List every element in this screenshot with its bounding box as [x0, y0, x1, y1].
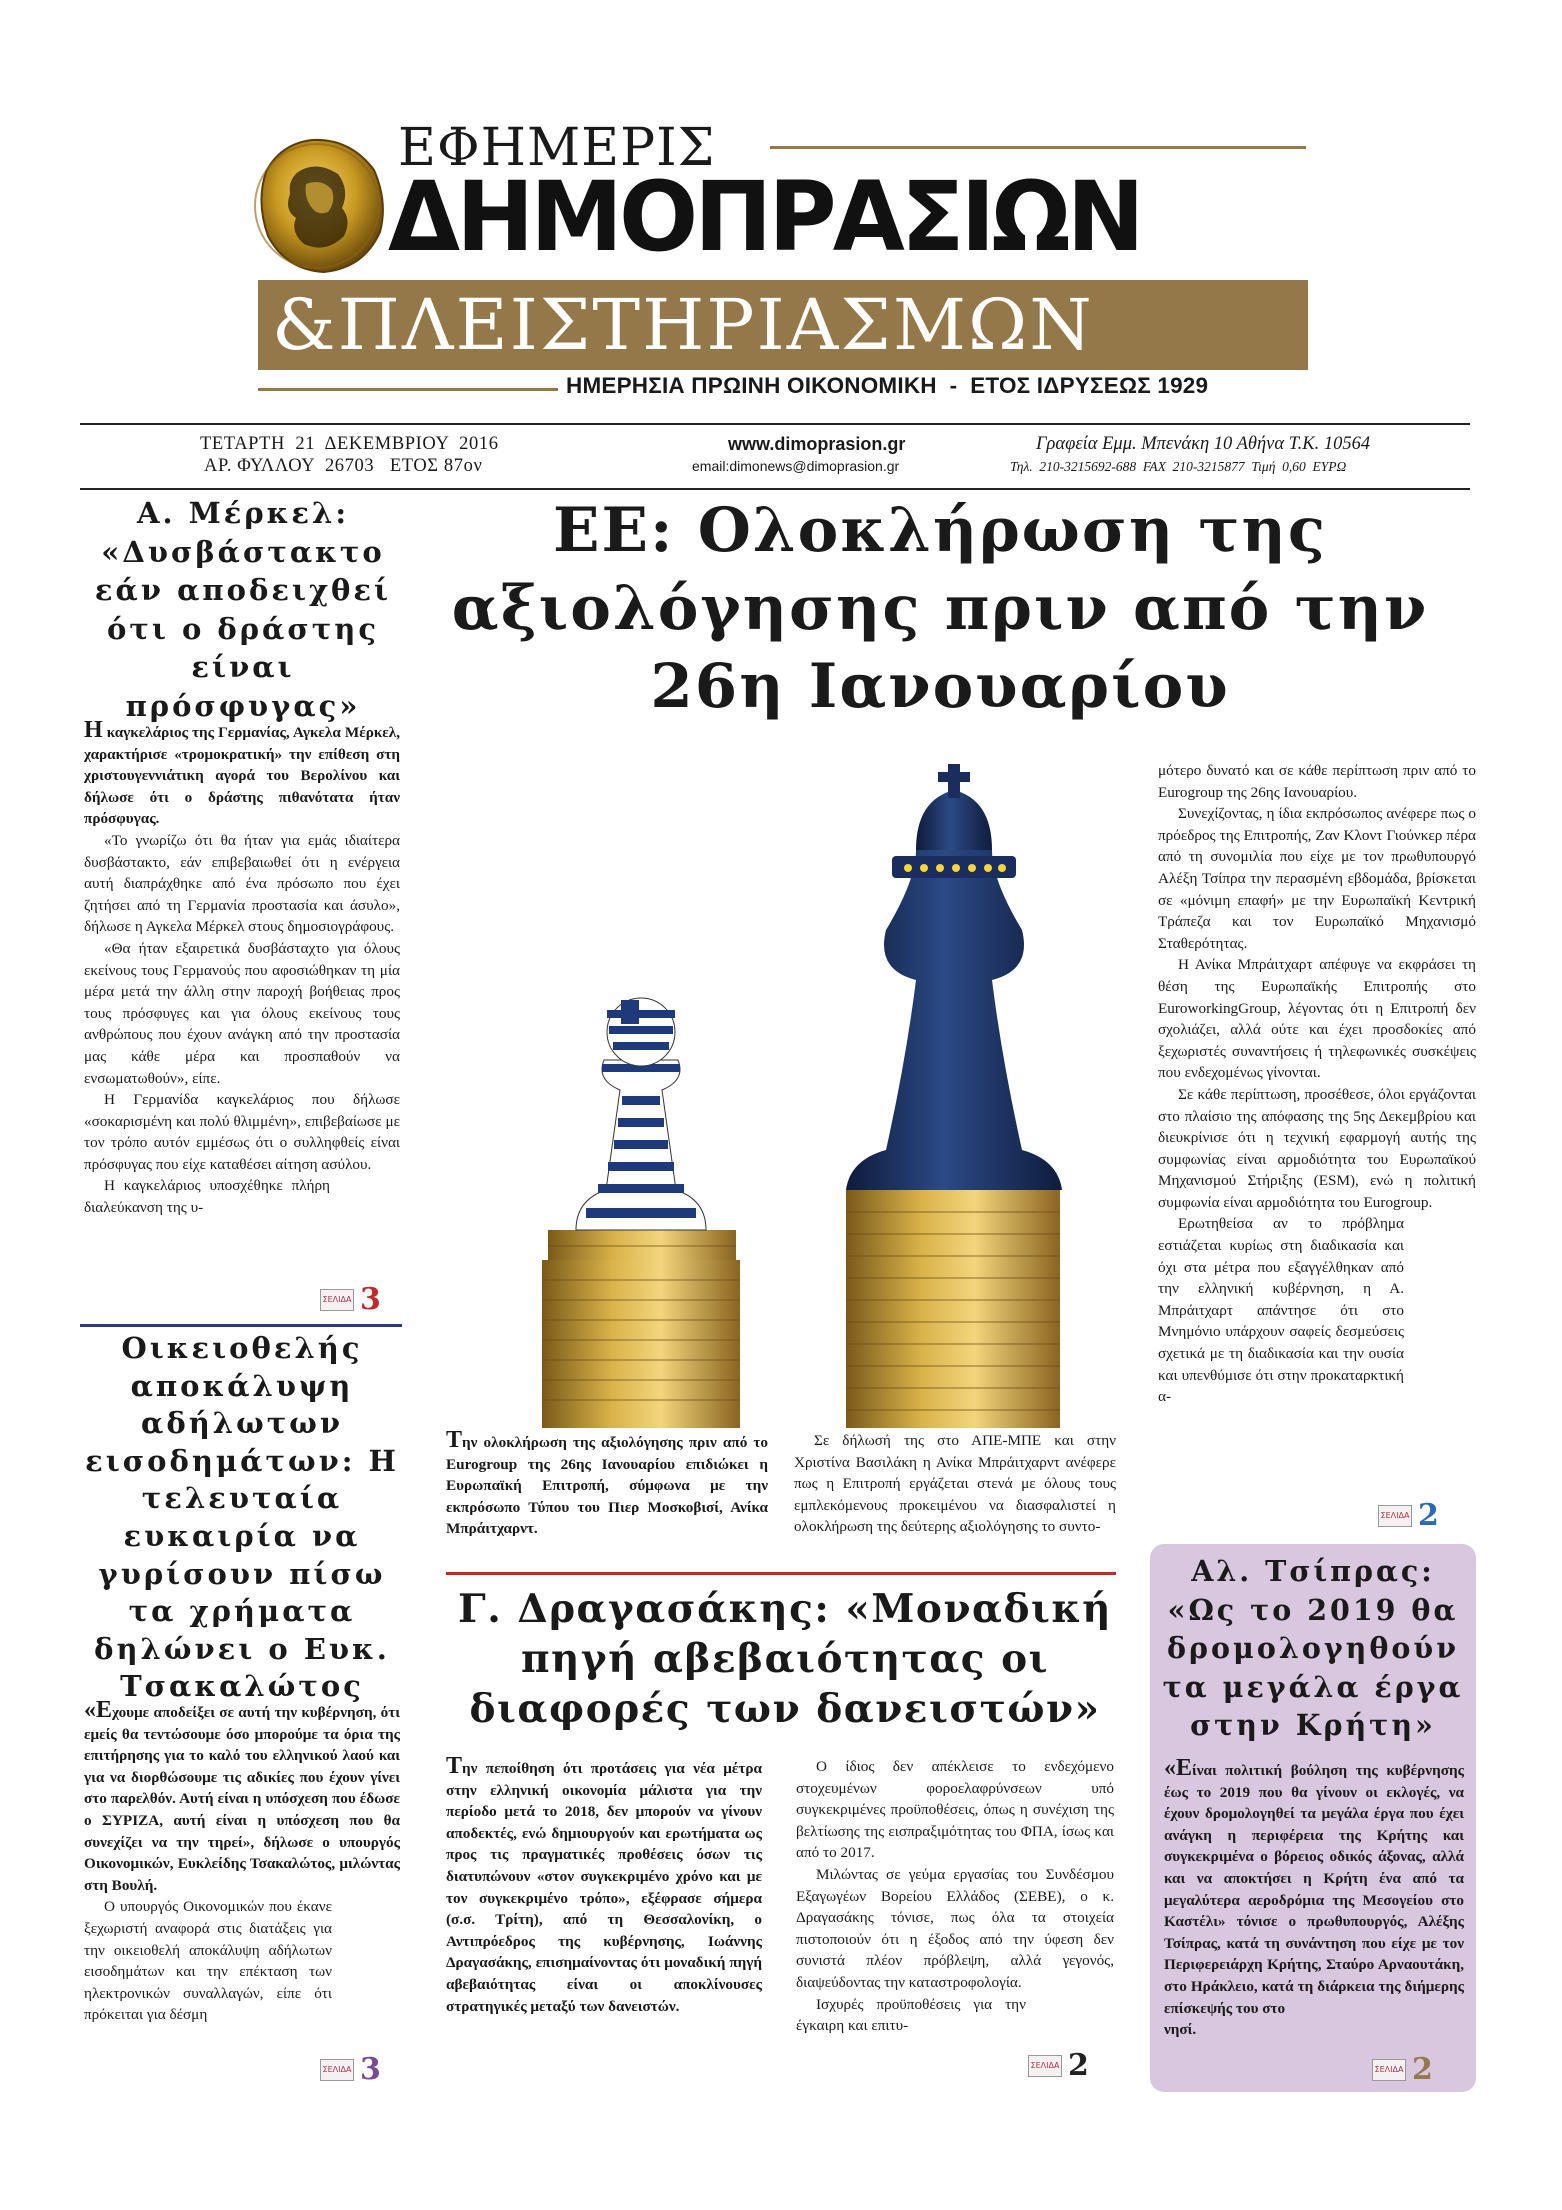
dragasakis-paragraph: Ισχυρές προϋποθέσεις για την έγκαιρη και επιτυ-	[796, 1995, 1026, 2035]
main-dropcap: Τ	[446, 1430, 463, 1453]
masthead-tagline: ΗΜΕΡΗΣΙΑ ΠΡΩΙΝΗ ΟΙΚΟΝΟΜΙΚΗ - ΕΤΟΣ ΙΔΡΥΣΕΩΣ 1929	[566, 373, 1209, 398]
continued-page-number: 2	[1068, 2048, 1089, 2083]
main-paragraph: Συνεχίζοντας, η ίδια εκπρόσωπος ανέφερε πως ο πρόεδρος της Επιτροπής, Ζαν Κλοντ Γιούνκερ πέρα από τη συνομιλία που είχε με τον πρωθυπουργό Αλέξη Τσίπρα την περασμένη εβδομάδα, βρίσκεται σε «μόνιμη επαφή» με την Ευρωπαϊκή Κεντρική Τράπεζα και τον Ευρωπαϊκό Μηχανισμό Σταθερότητας.	[1158, 805, 1476, 952]
main-caption-text: ην ολοκλήρωση της αξιολόγησης πριν από το Eurogroup της 26ης Ιανουαρίου επιδιώκει η Ευρωπαϊκή Επιτροπή, σύμφωνα με την εκπρόσωπο Τύπου του Πιερ Μοσκοβισί, Ανίκα Μπράιτχαρντ.	[446, 1434, 768, 1538]
tsakalotos-dropcap: «Ε	[84, 1700, 113, 1723]
dragasakis-continued[interactable]	[1028, 2048, 1089, 2083]
main-headline: ΕΕ: Ολοκλήρωση της αξιολόγησης πριν από την 26η Ιανουαρίου	[451, 495, 1429, 722]
tsipras-headline: Αλ. Τσίπρας: «Ως το 2019 θα δρομολογηθούν τα μεγάλα έργα στην Κρήτη»	[1162, 1554, 1464, 1742]
merkel-lead: καγκελάριος της Γερμανίας, Αγκελα Μέρκελ, χαρακτήρισε «τρομοκρατική» την επίθεση στη χριστουγεννιάτικη αγορά του Βερολίνου και δήλωσε ότι ο δράστης πιθανότατα ήταν πρόσφυγας.	[84, 724, 400, 828]
tsakalotos-headline: Οικειοθελής αποκάλυψη αδήλωτων εισοδημάτων: Η τελευταία ευκαιρία να γυρίσουν πίσω τα χρήματα δηλώνει ο Ευκ. Τσακαλώτος	[85, 1331, 399, 1704]
continued-page-number: 3	[360, 2052, 381, 2087]
info-rule-bottom	[80, 488, 1470, 490]
masthead	[0, 0, 1562, 420]
merkel-paragraph: Η καγκελάριος υποσχέθηκε πλήρη διαλεύκανση της υ-	[84, 1177, 330, 1217]
tsipras-dropcap: «Ε	[1164, 1758, 1193, 1781]
tsakalotos-body	[84, 1700, 400, 2080]
merkel-rule	[80, 1324, 402, 1327]
masthead-line-top	[770, 146, 1306, 149]
tsakalotos-lead: χουμε αποδείξει σε αυτή την κυβέρνηση, ότι εμείς θα τεντώσουμε όσο μπορούμε τα όρια της επιτήρησης για το καλό του ελληνικού λαού και για να διορθώσουμε τις αδικίες που έχουν γίνει στο παρελθόν. Αυτή είναι η υπόσχεση που έδωσε ο ΣΥΡΙΖΑ, αυτή είναι η υπόσχεση που θα συνεχίζει να την τηρεί», δήλωσε ο υπουργός Οικονομικών, Ευκλείδης Τσακαλώτος, μιλώντας στη Βουλή.	[84, 1704, 400, 1894]
info-email[interactable]: email:dimonews@dimoprasion.gr	[692, 458, 900, 474]
main-paragraph: Ερωτηθείσα αν το πρόβλημα εστιάζεται κυρίως στη διαδικασία και όχι στα μέτρα που εξαγγέλθηκαν από την ελληνική κυβέρνηση, η Α. Μπράιτχαρτ απάντησε ότι στο Μνημόνιο υπάρχουν σαφείς δεσμεύσεις σχετικά με τη διαδικασία και την ουσία και υπενθύμισε ότι στην προκαταρκτική α-	[1158, 1215, 1404, 1406]
merkel-dropcap: Η	[84, 720, 103, 743]
continued-page-number: 3	[360, 1282, 381, 1317]
continued-page-number: 2	[1412, 2052, 1433, 2087]
merkel-paragraph: «Το γνωρίζω ότι θα ήταν για εμάς ιδιαίτερα δυσβάστακτο, εάν επιβεβαιωθεί ότι η ενέργεια αυτή διαπράχθηκε από ένα πρόσωπο που έχει ζητήσει από τη Γερμανία προστασία και άσυλο», δήλωσε η Αγκελα Μέρκελ στους δημοσιογράφους.	[84, 831, 400, 936]
tsipras-last-line: νησί.	[1164, 2021, 1197, 2039]
main-caption	[446, 1430, 768, 1560]
page-badge-icon: ΣΕΛΙΔΑ	[1378, 1505, 1412, 1527]
main-rule	[446, 1572, 1116, 1575]
tsipras-lead: ίναι πολιτική βούληση της κυβέρνησης έως το 2019 που θα γίνουν οι εκλογές, να έχουν δρομολογηθεί τα μεγάλα έργα που έχει ανάγκη η περιφέρεια της Κρήτης και συγκεκριμένα ο βόρειος οδικός άξονας, αλλά και να αποκτήσει η Κρήτη ένα από τα μεγαλύτερα αεροδρόμια της Μεσογείου στο Καστέλι» τόνισε ο πρωθυπουργός, Αλέξης Τσίπρας, κατά τη συνάντηση που είχε με τον Περιφερειάρχη Κρήτης, Σταύρο Αρναουτάκη, στο Ηράκλειο, κατά τη διάρκεια της διήμερης επίσκεψής του στο	[1164, 1762, 1464, 2017]
continued-page-number: 2	[1418, 1498, 1439, 1533]
tsakalotos-continued[interactable]	[320, 2052, 381, 2087]
dragasakis-paragraph: Ο ίδιος δεν απέκλεισε το ενδεχόμενο στοχευμένων φοροελαφρύνσεων υπό συγκεκριμένες προϋποθέσεις, όπως η συνέχιση της βελτίωσης της εισπραξιμότητας του ΦΠΑ, ίσως και από το 2017.	[796, 1758, 1114, 1862]
coin-logo	[246, 132, 388, 276]
info-phones: Τηλ. 210-3215692-688 FAX 210-3215877 Τιμή 0,60 ΕΥΡΩ	[1010, 459, 1347, 474]
main-column-2	[794, 1430, 1116, 1556]
merkel-paragraph: «Θα ήταν εξαιρετικά δυσβάσταχτο για όλους εκείνους τους Γερμανούς που αφοσιώθηκαν τη μία μέρα μετά την άλλη στην παροχή βοήθειας προς τους πρόσφυγες και για όλους εκείνους τους ανθρώπους που έχουν ανάγκη από την προστασία μας κάθε μέρα και προσπαθούν να ενσωματωθούν», είπε.	[84, 939, 400, 1087]
merkel-headline: Α. Μέρκελ: «Δυσβάστακτο εάν αποδειχθεί ότι ο δράστης είναι πρόσφυγας»	[94, 496, 392, 723]
greek-pawn	[576, 998, 706, 1230]
tsipras-continued[interactable]	[1372, 2052, 1433, 2087]
dragasakis-lead: ην πεποίθηση ότι προτάσεις για νέα μέτρα στην ελληνική οικονομία μάλιστα για την περίοδο μετά το 2018, δεν μπορούν να γίνουν αποδεκτές, ενώ δημιουργούν και ερωτήματα ως προς τις πραγματικές προθέσεις όσων τις διατυπώνουν «στον συγκεκριμένο χρόνο και με τον συγκεκριμένο τρόπο», εξέφρασε σήμερα (σ.σ. Τρίτη), από τη Θεσσαλονίκη, ο Αντιπρόεδρος της κυβέρνησης, Ιωάννης Δραγασάκης, επισημαίνοντας ότι μοναδική πηγή αβεβαιότητας είναι οι αποκλίνουσες στρατηγικές μεταξύ των δανειστών.	[446, 1760, 762, 2015]
info-website[interactable]: www.dimoprasion.gr	[728, 434, 906, 454]
eu-king	[846, 764, 1062, 1190]
masthead-dimoprasion: ΔΗΜΟΠΡΑΣΙΩΝ	[388, 161, 1141, 273]
info-rule-top	[80, 423, 1470, 425]
masthead-pleistiriasmon: &ΠΛΕΙΣΤΗΡΙΑΣΜΩΝ	[272, 284, 1094, 366]
masthead-line-bottom	[258, 388, 558, 391]
dragasakis-dropcap: Τ	[446, 1756, 463, 1779]
main-paragraph: Η Ανίκα Μπράιτχαρτ απέφυγε να εκφράσει τη θέση της Ευρωπαϊκής Επιτροπής στο EuroworkingGroup, λέγοντας ότι η Επιτροπή δεν σχολιάζει, αλλά ούτε και έχει προσδοκίες από ξεχωριστές συναντήσεις ή τηλεφωνικές συσκέψεις που ενδεχομένως γίνονται.	[1158, 956, 1476, 1082]
dragasakis-headline: Γ. Δραγασάκης: «Μοναδική πηγή αβεβαιότητας οι διαφορές των δανειστών»	[458, 1586, 1112, 1732]
page-badge-icon: ΣΕΛΙΔΑ	[320, 1289, 354, 1311]
info-date: ΤΕΤΑΡΤΗ 21 ΔΕΚΕΜΒΡΙΟΥ 2016	[200, 434, 499, 454]
main-paragraph: Σε δήλωσή της στο ΑΠΕ-ΜΠΕ και στην Χριστίνα Βασιλάκη η Ανίκα Μπράιτχαρντ ανέφερε πως η Επιτροπή εργάζεται στενά με όλους τους εμπλεκόμενους προκειμένου να διασφαλιστεί η ολοκλήρωση της δεύτερης αξιολόγησης το συντο-	[794, 1432, 1116, 1536]
left-coin-stack	[542, 1230, 740, 1428]
tsipras-body	[1164, 1758, 1464, 2088]
merkel-paragraph: Η Γερμανίδα καγκελάριος που δήλωσε «σοκαρισμένη και πολύ θλιμμένη», επιβεβαίωσε με τον τρόπο αυτόν εμμέσως ότι ο συλληφθείς είναι πρόσφυγας που είχε καταθέσει αίτηση ασύλου.	[84, 1091, 400, 1173]
main-column-3	[1158, 760, 1476, 1526]
main-paragraph: μότερο δυνατό και σε κάθε περίπτωση πριν από το Eurogroup της 26ης Ιανουαρίου.	[1158, 762, 1476, 801]
right-coin-stack	[846, 1190, 1060, 1428]
page-badge-icon: ΣΕΛΙΔΑ	[320, 2059, 354, 2081]
merkel-continued[interactable]	[320, 1282, 381, 1317]
masthead-efimeris: ΕΦΗΜΕΡΙΣ	[398, 118, 716, 178]
main-paragraph: Σε κάθε περίπτωση, προσέθεσε, όλοι εργάζονται στο πλαίσιο της απόφασης της 5ης Δεκεμβρίου και διευκρίνισε ότι η τεχνική εφαρμογή αυτής της συμφωνίας είναι αρμοδιότητα του Ευρωπαϊκού Μηχανισμού Στήριξης (ESM), ενώ η πολιτική συμφωνία είναι αρμοδιότητα του Eurogroup.	[1158, 1085, 1476, 1211]
page-badge-icon: ΣΕΛΙΔΑ	[1372, 2059, 1406, 2081]
dragasakis-column-1	[446, 1756, 762, 2086]
tsakalotos-paragraph: Ο υπουργός Οικονομικών που έκανε ξεχωριστή αναφορά στις διατάξεις για την οικειοθελή αποκάλυψη αδήλωτων εισοδημάτων και την επέκταση των ηλεκτρονικών συναλλαγών, είπε ότι πρόκειται για δέσμη	[84, 1898, 332, 2024]
info-office: Γραφεία Εμμ. Μπενάκη 10 Αθήνα Τ.Κ. 10564	[1036, 434, 1371, 454]
info-issue: ΑΡ. ΦΥΛΛΟΥ 26703 ΕΤΟΣ 87ον	[204, 456, 483, 476]
chess-coins-photo	[446, 760, 1114, 1428]
main-continued[interactable]	[1378, 1498, 1439, 1533]
dragasakis-paragraph: Μιλώντας σε γεύμα εργασίας του Συνδέσμου Εξαγωγέων Βορείου Ελλάδος (ΣΕΒΕ), ο κ. Δραγασάκης τόνισε, πως όλα τα στοιχεία πιστοποιούν ότι η έξοδος από την ύφεση δεν συνιστά πλέον πρόβλεψη, αλλά γεγονός, διαψεύδοντας την καταστροφολογία.	[796, 1865, 1114, 1991]
page-badge-icon: ΣΕΛΙΔΑ	[1028, 2055, 1062, 2077]
dragasakis-column-2	[796, 1756, 1114, 2086]
merkel-body	[84, 720, 400, 1300]
